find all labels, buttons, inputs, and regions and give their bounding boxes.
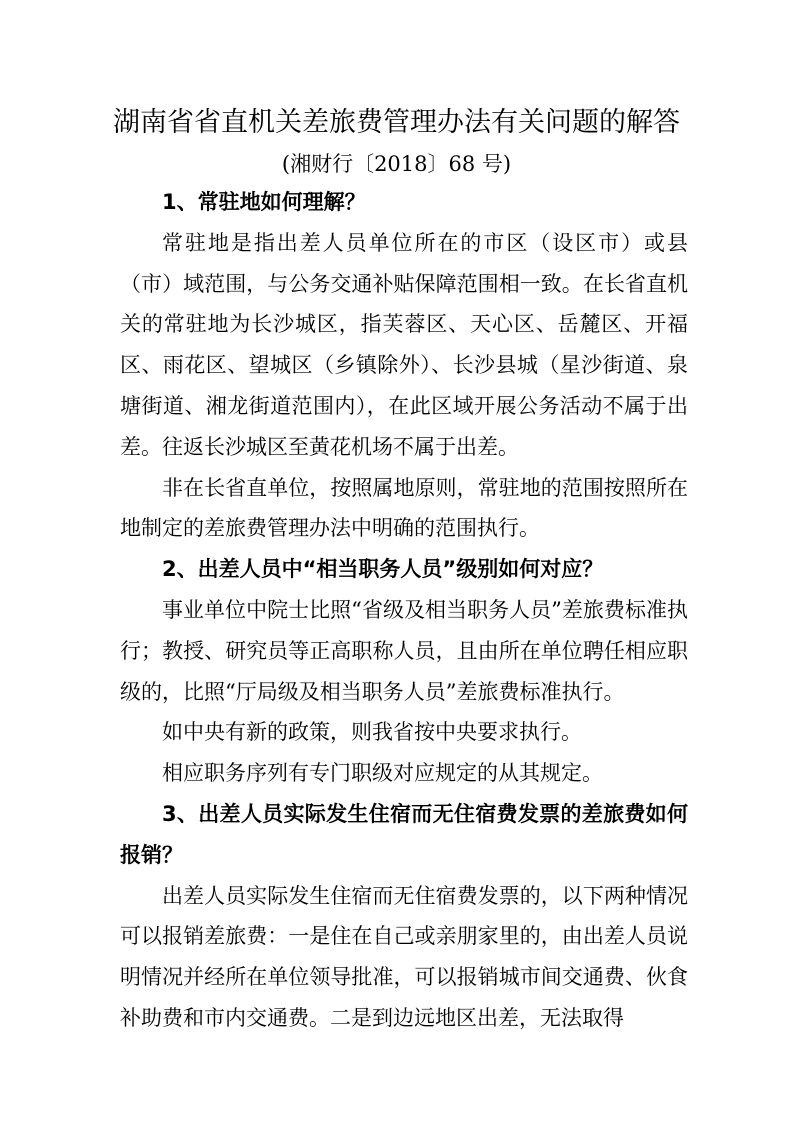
section-2-paragraph-1: 事业单位中院士比照“省级及相当职务人员”差旅费标准执行；教授、研究员等正高职称人员，且由所在单位聘任相应职级的，比照“厅局级及相当职务人员”差旅费标准执行。 bbox=[120, 597, 688, 704]
section-2-heading: 2、出差人员中“相当职务人员”级别如何对应？ bbox=[162, 557, 604, 582]
section-3-paragraph-1: 出差人员实际发生住宿而无住宿费发票的，以下两种情况可以报销差旅费：一是住在自己或亲朋家里的，由出差人员说明情况并经所在单位领导批准，可以报销城市间交通费、伙食补助费和市内交通费。二是到边远地区出差，无法取得 bbox=[120, 883, 688, 1030]
section-3-heading: 3、出差人员实际发生住宿而无住宿费发票的差旅费如何报销？ bbox=[120, 801, 688, 867]
document-title: 湖南省省直机关差旅费管理办法有关问题的解答 bbox=[113, 107, 680, 138]
section-1-paragraph-2: 非在长省直单位，按照属地原则，常驻地的范围按照所在地制定的差旅费管理办法中明确的范围执行。 bbox=[120, 475, 688, 541]
section-2-paragraph-3: 相应职务序列有专门职级对应规定的从其规定。 bbox=[162, 761, 603, 786]
section-1-heading: 1、常驻地如何理解？ bbox=[162, 190, 366, 214]
document-body bbox=[120, 182, 688, 1039]
document-number: (湘财行〔2018〕68 号) bbox=[281, 152, 512, 176]
section-2-paragraph-2: 如中央有新的政策，则我省按中央要求执行。 bbox=[162, 720, 582, 745]
section-1-paragraph-1: 常驻地是指出差人员单位所在的市区（设区市）或县（市）域范围，与公务交通补贴保障范围相一致。在长省直机关的常驻地为长沙城区，指芙蓉区、天心区、岳麓区、开福区、雨花区、望城区（乡镇除外）、长沙县城（星沙街道、泉塘街道、湘龙街道范围内），在此区域开展公务活动不属于出差。往返长沙城区至黄花机场不属于出差。 bbox=[120, 230, 688, 459]
